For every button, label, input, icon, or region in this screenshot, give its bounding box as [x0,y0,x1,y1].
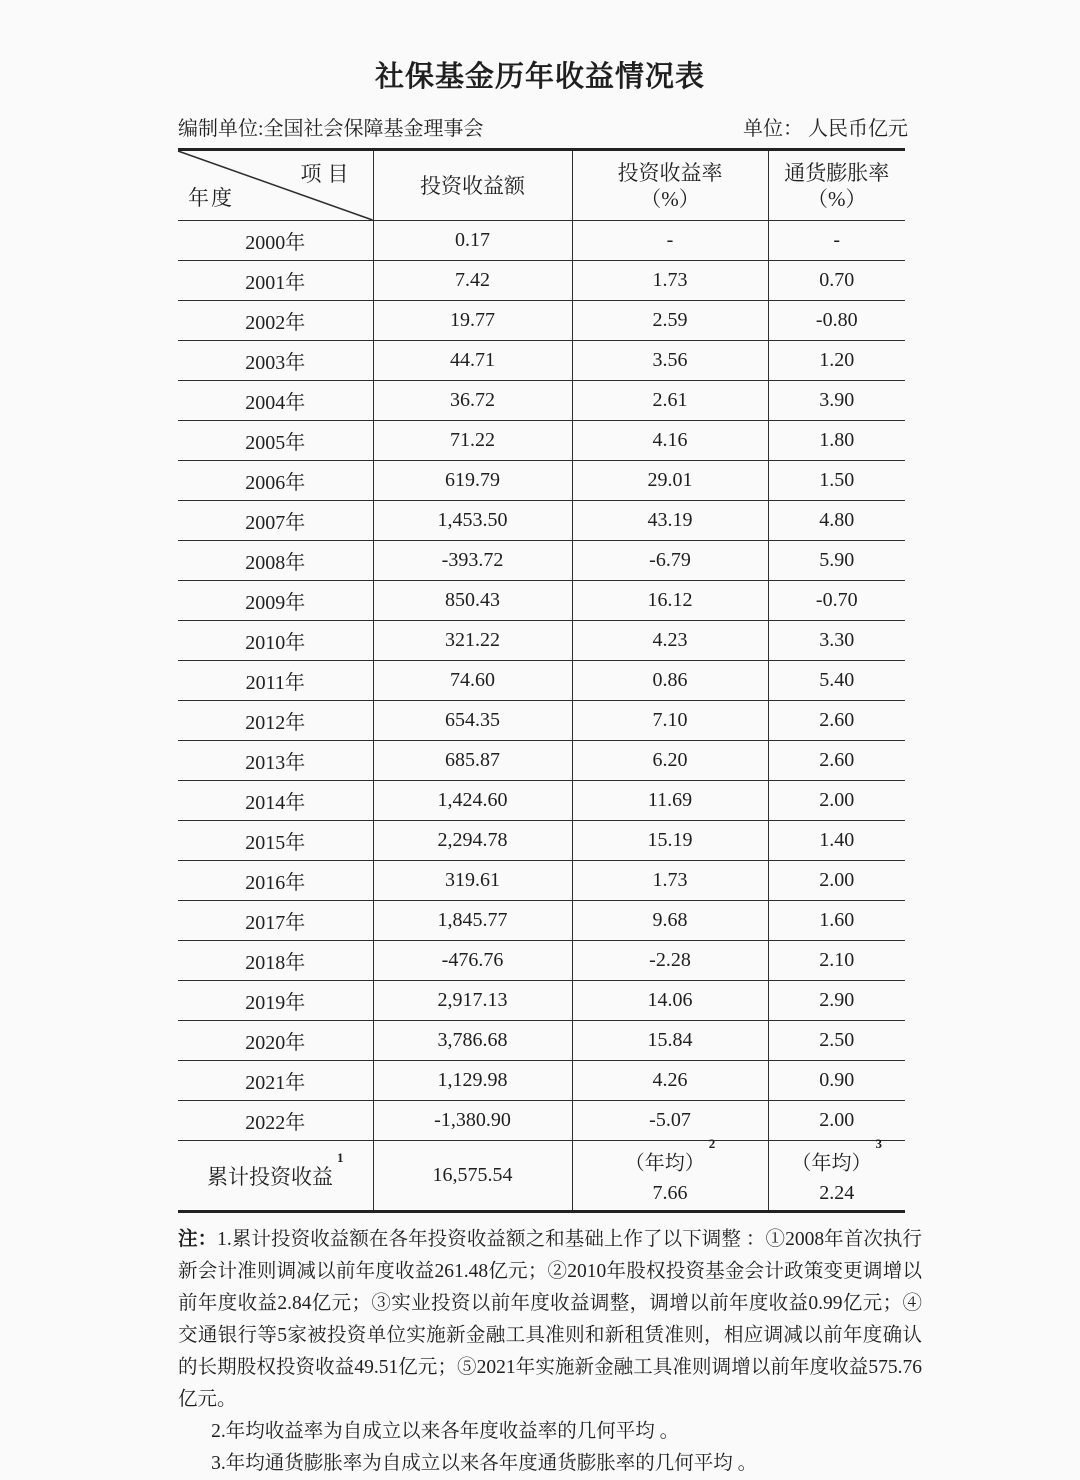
inflation-cell: 4.80 [768,501,905,541]
inflation-cell: 2.90 [768,981,905,1021]
table-header [178,150,905,221]
rate-cell: - [572,221,768,261]
amount-cell: 321.22 [373,621,572,661]
summary-row [178,1141,905,1212]
table-row [178,981,905,1021]
page-title: 社保基金历年收益情况表 [374,61,705,93]
year-cell: 2018年 [178,941,373,981]
inflation-cell: 1.50 [768,461,905,501]
rate-cell: 7.10 [572,701,768,741]
year-cell: 2014年 [178,781,373,821]
rate-cell: 15.84 [572,1021,768,1061]
inflation-cell: 3.90 [768,381,905,421]
rate-cell: 16.12 [572,581,768,621]
inflation-cell: 2.00 [768,781,905,821]
inflation-cell: 2.60 [768,701,905,741]
year-cell: 2016年 [178,861,373,901]
rate-cell: 43.19 [572,501,768,541]
inflation-cell: 2.50 [768,1021,905,1061]
year-cell: 2019年 [178,981,373,1021]
table-row [178,1061,905,1101]
table-row [178,701,905,741]
note-line-2: 2.年均收益率为自成立以来各年度收益率的几何平均 。 [211,1421,680,1442]
year-cell: 2017年 [178,901,373,941]
amount-cell: 685.87 [373,741,572,781]
rate-cell: -2.28 [572,941,768,981]
year-cell: 2012年 [178,701,373,741]
inflation-cell: -0.80 [768,301,905,341]
table-row [178,1021,905,1061]
inflation-cell: -0.70 [768,581,905,621]
corner-cell [178,150,373,221]
col-header-amount-label: 投资收益额 [420,173,525,198]
table-row [178,621,905,661]
summary-rate-value: 7.66 [652,1181,688,1204]
amount-cell: 36.72 [373,381,572,421]
year-cell: 2002年 [178,301,373,341]
year-cell: 2003年 [178,341,373,381]
inflation-cell: 1.80 [768,421,905,461]
amount-cell: 1,845.77 [373,901,572,941]
summary-inflation-avg-label: （年均） [791,1152,872,1175]
prepared-by-label: 编制单位:全国社会保障基金理事会 [178,118,484,140]
year-cell: 2000年 [178,221,373,261]
rate-cell: 9.68 [572,901,768,941]
year-cell: 2020年 [178,1021,373,1061]
amount-cell: 74.60 [373,661,572,701]
amount-cell: -393.72 [373,541,572,581]
amount-cell: 7.42 [373,261,572,301]
corner-project-label: 项目 [300,162,355,186]
table-row [178,341,905,381]
summary-inflation-value: 2.24 [819,1181,855,1204]
amount-cell: 1,424.60 [373,781,572,821]
table-row [178,1101,905,1141]
amount-cell: 44.71 [373,341,572,381]
year-cell: 2013年 [178,741,373,781]
inflation-cell: 5.40 [768,661,905,701]
summary-label: 累计投资收益 [207,1164,333,1189]
rate-cell: 1.73 [572,261,768,301]
year-cell: 2021年 [178,1061,373,1101]
rate-cell: 11.69 [572,781,768,821]
header-row [178,150,905,221]
inflation-cell: 1.20 [768,341,905,381]
amount-cell: 1,129.98 [373,1061,572,1101]
amount-cell: -476.76 [373,941,572,981]
inflation-cell: 2.60 [768,741,905,781]
note-1-text: 1.累计投资收益额在各年投资收益额之和基础上作了以下调整 ：①2008年首次执行新会计准则调减以前年度收益261.48亿元；②2010年股权投资基金会计政策变更调增以前年度收益2.84亿元；③实业投资以前年度收益调整，调增以前年度收益0.99亿元；④交通银行等5家被投资单位实施新金融工具准则和新租赁准则，相应调减以前年度确认的长期股权投资收益49.51亿元；⑤2021年实施新金融工具准则调增以前年度收益575.76亿元。 [178,1229,922,1410]
table-row [178,381,905,421]
table-row [178,301,905,341]
inflation-cell: 2.00 [768,1101,905,1141]
table-row [178,861,905,901]
amount-cell: 850.43 [373,581,572,621]
amount-cell: 0.17 [373,221,572,261]
year-cell: 2015年 [178,821,373,861]
inflation-cell: 5.90 [768,541,905,581]
table-row [178,501,905,541]
amount-cell: 319.61 [373,861,572,901]
rate-cell: 2.59 [572,301,768,341]
rate-cell: 4.26 [572,1061,768,1101]
inflation-cell: 3.30 [768,621,905,661]
table-row [178,461,905,501]
table-row [178,941,905,981]
rate-cell: 1.73 [572,861,768,901]
summary-label-cell [178,1141,373,1212]
year-cell: 2007年 [178,501,373,541]
table-row [178,261,905,301]
inflation-cell: 1.40 [768,821,905,861]
table-row [178,821,905,861]
year-cell: 2010年 [178,621,373,661]
summary-footnote-3: 3 [875,1136,882,1152]
inflation-cell: 0.90 [768,1061,905,1101]
year-cell: 2005年 [178,421,373,461]
summary-inflation-cell [768,1136,905,1212]
inflation-cell: 0.70 [768,261,905,301]
returns-table [178,148,905,1213]
year-cell: 2008年 [178,541,373,581]
note-line-1 [178,1224,922,1416]
summary-footnote-2: 2 [708,1136,716,1152]
amount-cell: 2,294.78 [373,821,572,861]
amount-cell: 619.79 [373,461,572,501]
rate-cell: -5.07 [572,1101,768,1141]
rate-cell: 4.23 [572,621,768,661]
year-cell: 2004年 [178,381,373,421]
rate-cell: 29.01 [572,461,768,501]
col-header-rate-unit: （%） [640,186,700,211]
summary-amount-cell: 16,575.54 [373,1141,572,1212]
amount-cell: 1,453.50 [373,501,572,541]
table-row [178,901,905,941]
inflation-cell: 2.00 [768,861,905,901]
rate-cell: 3.56 [572,341,768,381]
year-cell: 2022年 [178,1101,373,1141]
amount-cell: 71.22 [373,421,572,461]
year-cell: 2001年 [178,261,373,301]
table-row [178,781,905,821]
col-header-inflation-unit: （%） [807,186,867,211]
amount-cell: 19.77 [373,301,572,341]
table-body [178,221,905,1141]
col-header-rate [572,150,768,221]
col-header-rate-label: 投资收益率 [617,160,723,185]
summary-rate-cell [572,1136,768,1212]
amount-cell: 3,786.68 [373,1021,572,1061]
year-cell: 2011年 [178,661,373,701]
col-header-amount [373,150,572,221]
unit-label: 单位： 人民币亿元 [743,118,908,140]
year-cell: 2009年 [178,581,373,621]
rate-cell: -6.79 [572,541,768,581]
col-header-inflation [768,150,905,221]
year-cell: 2006年 [178,461,373,501]
rate-cell: 6.20 [572,741,768,781]
corner-year-label: 年度 [188,186,234,210]
table-row [178,421,905,461]
inflation-cell: - [768,221,905,261]
amount-cell: 654.35 [373,701,572,741]
table-row [178,541,905,581]
note-line-3: 3.年均通货膨胀率为自成立以来各年度通货膨胀率的几何平均 。 [211,1453,758,1474]
summary-footnote-1: 1 [337,1149,344,1165]
amount-cell: 2,917.13 [373,981,572,1021]
table-row [178,661,905,701]
table-meta [178,112,908,141]
inflation-cell: 2.10 [768,941,905,981]
amount-cell: -1,380.90 [373,1101,572,1141]
table-row [178,221,905,261]
table-row [178,581,905,621]
notes-section [178,1224,922,1480]
rate-cell: 0.86 [572,661,768,701]
rate-cell: 14.06 [572,981,768,1021]
inflation-cell: 1.60 [768,901,905,941]
summary-rate-avg-label: （年均） [624,1152,705,1175]
note-prefix: 注： [178,1229,218,1250]
col-header-inflation-label: 通货膨胀率 [784,160,890,185]
table-row [178,741,905,781]
rate-cell: 4.16 [572,421,768,461]
rate-cell: 2.61 [572,381,768,421]
rate-cell: 15.19 [572,821,768,861]
